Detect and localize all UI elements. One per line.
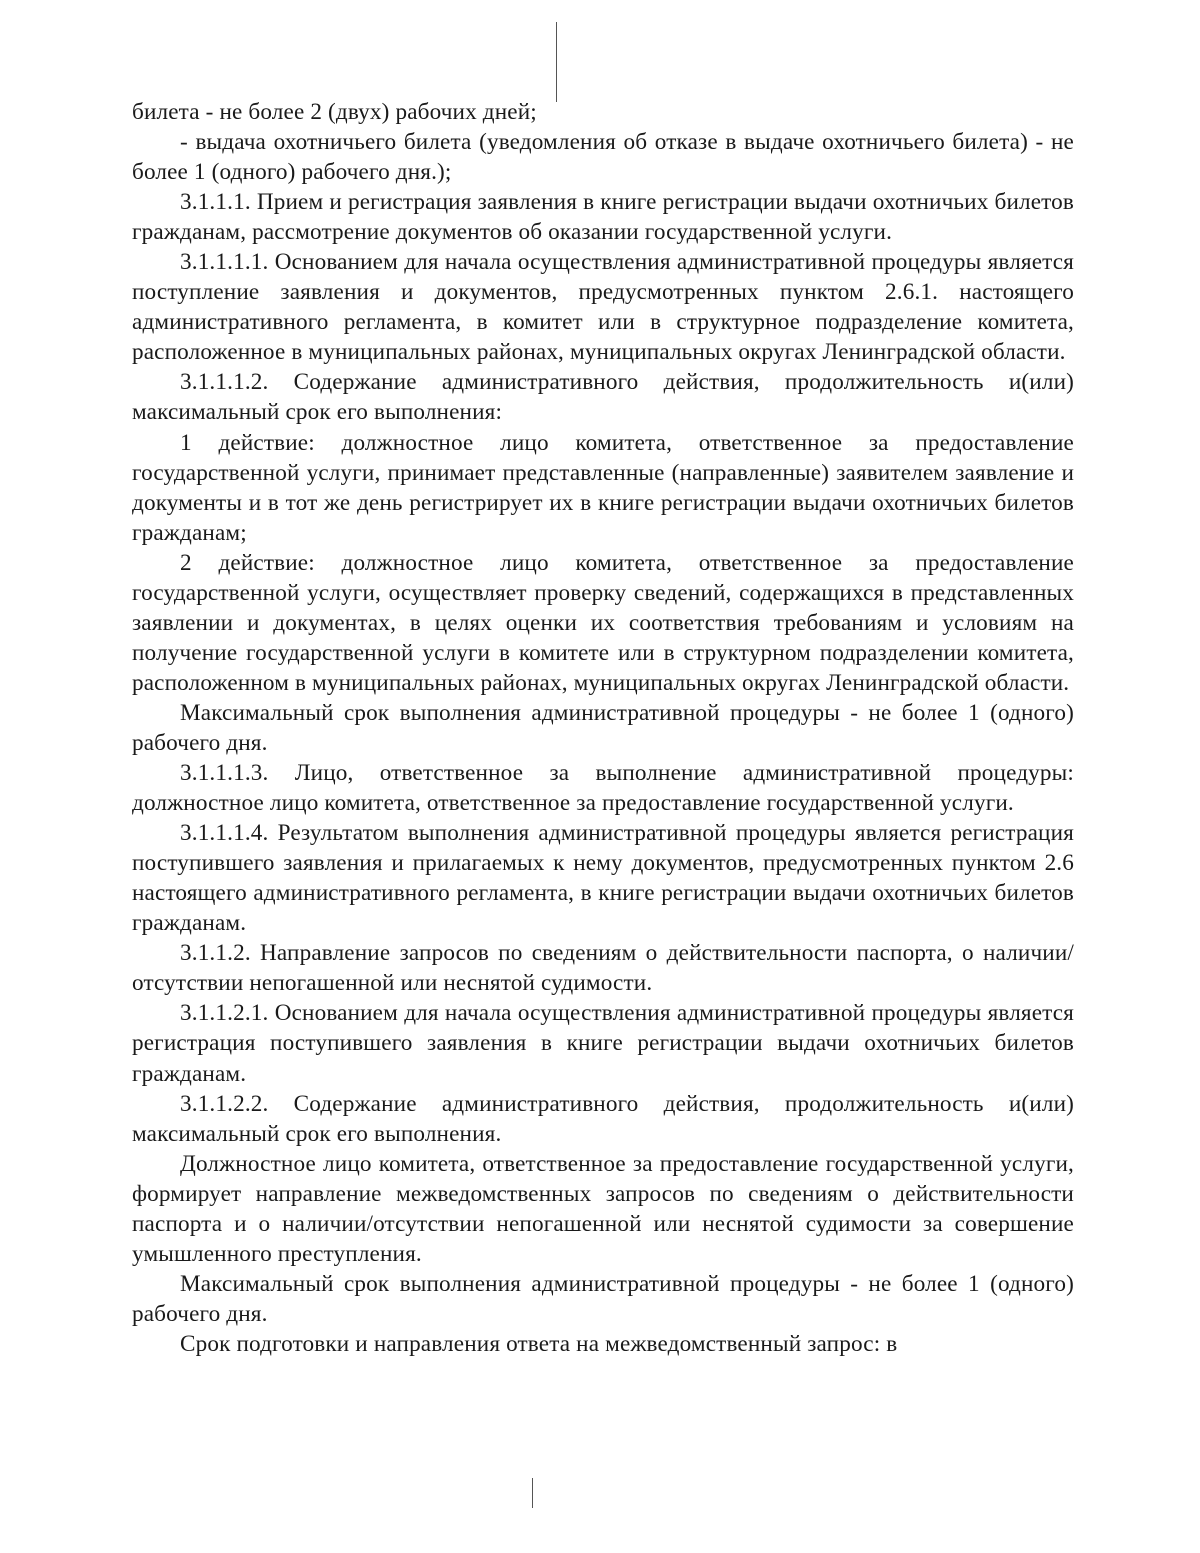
paragraph-3-1-1-1-3: 3.1.1.1.3. Лицо, ответственное за выполнение административной процедуры: должностное лицо комитета, ответственное за предоставление государственной услуги. (132, 760, 1074, 817)
paragraph-action-1: 1 действие: должностное лицо комитета, ответственное за предоставление государственной услуги, принимает представленные (направленные) заявителем заявление и документы и в тот же день регистрирует их в книге регистрации выдачи охотничьих билетов гражданам; (132, 429, 1074, 546)
paragraph-3-1-1-2: 3.1.1.2. Направление запросов по сведениям о действительности паспорта, о наличии/отсутствии непогашенной или неснятой судимости. (132, 940, 1074, 997)
paragraph-3-1-1-1: 3.1.1.1. Прием и регистрация заявления в книге регистрации выдачи охотничьих билетов гражданам, рассмотрение документов об оказании государственной услуги. (132, 189, 1074, 246)
paragraph-3-1-1-2-2: 3.1.1.2.2. Содержание административного действия, продолжительность и(или) максимальный срок его выполнения. (132, 1090, 1074, 1147)
paragraph-max-term-2: Максимальный срок выполнения административной процедуры - не более 1 (одного) рабочего дня. (132, 1270, 1074, 1327)
paragraph-3-1-1-1-2: 3.1.1.1.2. Содержание административного действия, продолжительность и(или) максимальный срок его выполнения: (132, 369, 1074, 426)
paragraph-max-term-1: Максимальный срок выполнения административной процедуры - не более 1 (одного) рабочего дня. (132, 699, 1074, 756)
paragraph-ticket-issuance: - выдача охотничьего билета (уведомления об отказе в выдаче охотничьего билета) - не более 1 (одного) рабочего дня.); (132, 129, 1074, 186)
paragraph-action-2: 2 действие: должностное лицо комитета, ответственное за предоставление государственной услуги, осуществляет проверку сведений, содержащихся в представленных заявлении и документах, в целях оценки их соответствия требованиям и условиям на получение государственной услуги в комитете или в структурном подразделении комитета, расположенном в муниципальных районах, муниципальных округах Ленинградской области. (132, 549, 1074, 696)
paragraph-3-1-1-1-1: 3.1.1.1.1. Основанием для начала осуществления административной процедуры является поступление заявления и документов, предусмотренных пунктом 2.6.1. настоящего административного регламента, в комитет или в структурное подразделение комитета, расположенное в муниципальных районах, муниципальных округах Ленинградской области. (132, 249, 1074, 366)
paragraph-official-requests: Должностное лицо комитета, ответственное за предоставление государственной услуги, формирует направление межведомственных запросов по сведениям о действительности паспорта и о наличии/отсутствии непогашенной или неснятой судимости за совершение умышленного преступления. (132, 1150, 1074, 1267)
scan-fold-line-top (556, 22, 557, 102)
paragraph-response-term: Срок подготовки и направления ответа на межведомственный запрос: в (180, 1330, 898, 1357)
paragraph-3-1-1-2-1: 3.1.1.2.1. Основанием для начала осуществления административной процедуры является регистрация поступившего заявления в книге регистрации выдачи охотничьих билетов гражданам. (132, 1000, 1074, 1087)
scan-fold-line-bottom (532, 1478, 533, 1508)
document-page (132, 97, 1074, 1359)
paragraph-3-1-1-1-4: 3.1.1.1.4. Результатом выполнения административной процедуры является регистрация поступившего заявления и прилагаемых к нему документов, предусмотренных пунктом 2.6 настоящего административного регламента, в книге регистрации выдачи охотничьих билетов гражданам. (132, 820, 1074, 937)
paragraph-continuation: билета - не более 2 (двух) рабочих дней; (132, 99, 537, 125)
